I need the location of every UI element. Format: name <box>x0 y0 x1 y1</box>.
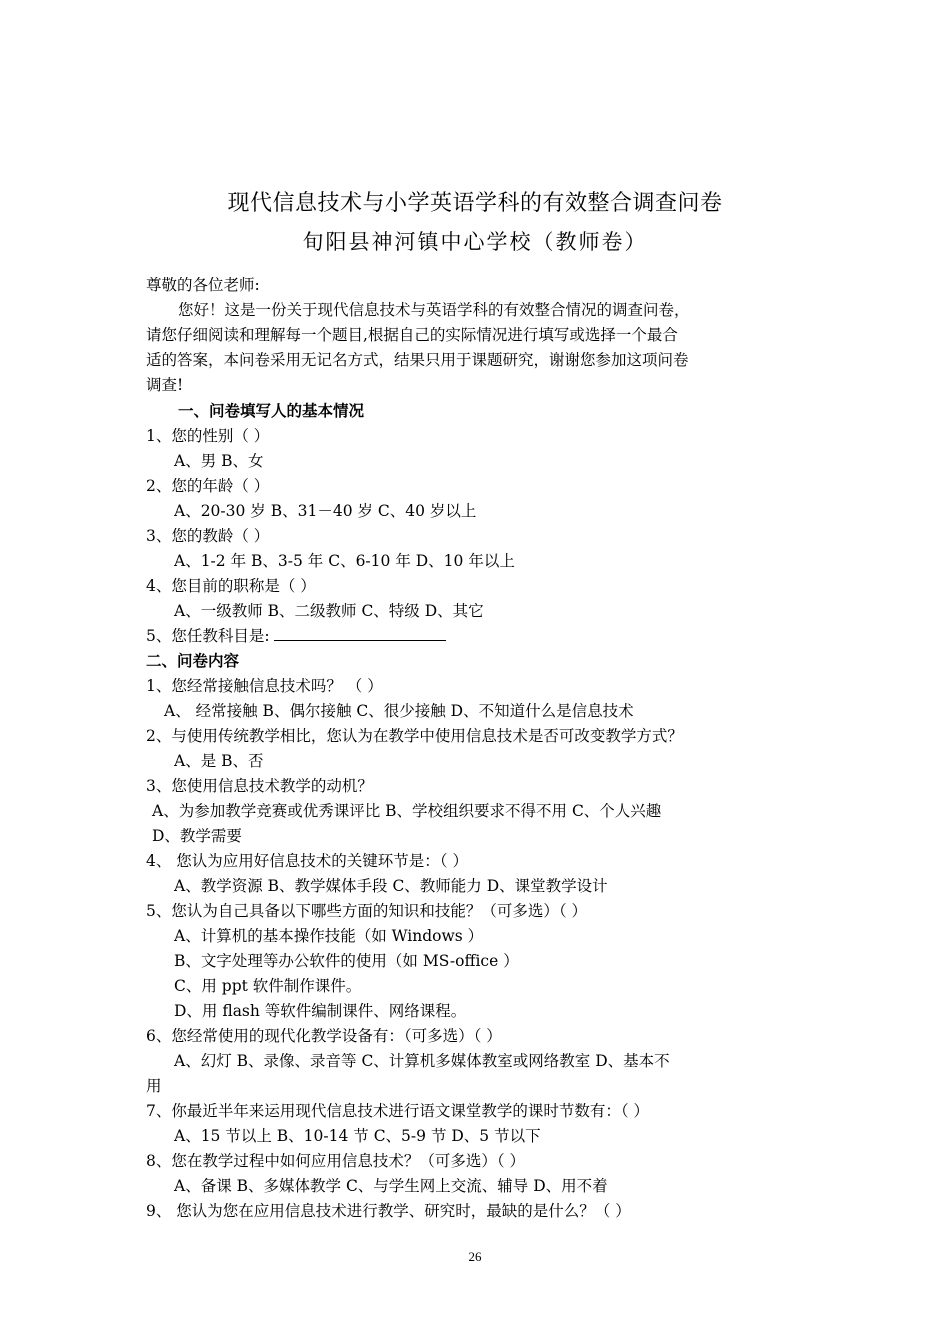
greeting: 尊敬的各位老师: <box>146 276 260 294</box>
document-title: 现代信息技术与小学英语学科的有效整合调查问卷 <box>227 191 723 216</box>
s2-question-8-options: A、备课 B、多媒体教学 C、与学生网上交流、辅导 D、用不着 <box>174 1177 608 1195</box>
s1-question-2: 2、您的年龄（ ） <box>146 477 270 495</box>
s2-question-6-options: A、幻灯 B、录像、录音等 C、计算机多媒体教室或网络教室 D、基本不 <box>174 1052 670 1070</box>
subject-answer-blank[interactable] <box>274 626 446 641</box>
s1-question-1: 1、您的性别（ ） <box>146 427 270 445</box>
section-2-heading: 二、问卷内容 <box>146 651 240 670</box>
s2-question-1: 1、您经常接触信息技术吗？ （ ） <box>146 677 383 695</box>
s2-question-3-options-b: D、教学需要 <box>152 827 242 845</box>
intro-line-4: 调查! <box>146 376 184 394</box>
document-subtitle: 旬阳县神河镇中心学校（教师卷） <box>302 230 648 254</box>
s1-question-3: 3、您的教龄（ ） <box>146 527 270 545</box>
s2-question-5: 5、您认为自己具备以下哪些方面的知识和技能？（可多选）（ ） <box>146 902 588 920</box>
s2-question-5-option-b: B、文字处理等办公软件的使用（如 MS-office ） <box>174 952 519 970</box>
s2-question-1-options: A、 经常接触 B、偶尔接触 C、很少接触 D、不知道什么是信息技术 <box>164 702 634 720</box>
s2-question-3-options-a: A、为参加教学竞赛或优秀课评比 B、学校组织要求不得不用 C、个人兴趣 <box>152 802 662 820</box>
intro-line-1: 您好！这是一份关于现代信息技术与英语学科的有效整合情况的调查问卷， <box>178 301 690 319</box>
s2-question-7: 7、你最近半年来运用现代信息技术进行语文课堂教学的课时节数有：（ ） <box>146 1102 650 1120</box>
s2-question-6-options-cont: 用 <box>146 1077 162 1095</box>
s1-question-5 <box>146 626 446 646</box>
s1-question-4-options: A、一级教师 B、二级教师 C、特级 D、其它 <box>174 602 484 620</box>
s2-question-5-option-d: D、用 flash 等软件编制课件、网络课程。 <box>174 1002 467 1020</box>
s2-question-7-options: A、15 节以上 B、10-14 节 C、5-9 节 D、5 节以下 <box>174 1127 541 1145</box>
s1-question-2-options: A、20-30 岁 B、31－40 岁 C、40 岁以上 <box>174 502 477 520</box>
s2-question-5-option-c: C、用 ppt 软件制作课件。 <box>174 977 362 995</box>
s2-question-2: 2、与使用传统教学相比，您认为在教学中使用信息技术是否可改变教学方式？ <box>146 727 683 745</box>
s1-question-3-options: A、1-2 年 B、3-5 年 C、6-10 年 D、10 年以上 <box>174 552 515 570</box>
section-1-heading: 一、问卷填写人的基本情况 <box>178 401 365 420</box>
s2-question-8: 8、您在教学过程中如何应用信息技术？（可多选）（ ） <box>146 1152 526 1170</box>
page-number: 26 <box>468 1249 482 1264</box>
intro-line-3: 适的答案，本问卷采用无记名方式，结果只用于课题研究，谢谢您参加这项问卷 <box>146 351 689 369</box>
s2-question-3: 3、您使用信息技术教学的动机？ <box>146 777 373 795</box>
s2-question-9: 9、 您认为您在应用信息技术进行教学、研究时，最缺的是什么？（ ） <box>146 1202 631 1220</box>
s2-question-5-option-a: A、计算机的基本操作技能（如 Windows ） <box>174 927 484 945</box>
s1-question-4: 4、您目前的职称是（ ） <box>146 577 316 595</box>
s2-question-6: 6、您经常使用的现代化教学设备有：（可多选）（ ） <box>146 1027 502 1045</box>
s2-question-4-options: A、教学资源 B、教学媒体手段 C、教师能力 D、课堂教学设计 <box>174 877 608 895</box>
s1-question-1-options: A、男 B、女 <box>174 452 264 470</box>
s2-question-2-options: A、是 B、否 <box>174 752 264 770</box>
intro-line-2: 请您仔细阅读和理解每一个题目,根据自己的实际情况进行填写或选择一个最合 <box>146 326 678 344</box>
s2-question-4: 4、 您认为应用好信息技术的关键环节是：（ ） <box>146 852 468 870</box>
s1-question-5-label: 5、您任教科目是: <box>146 627 270 645</box>
